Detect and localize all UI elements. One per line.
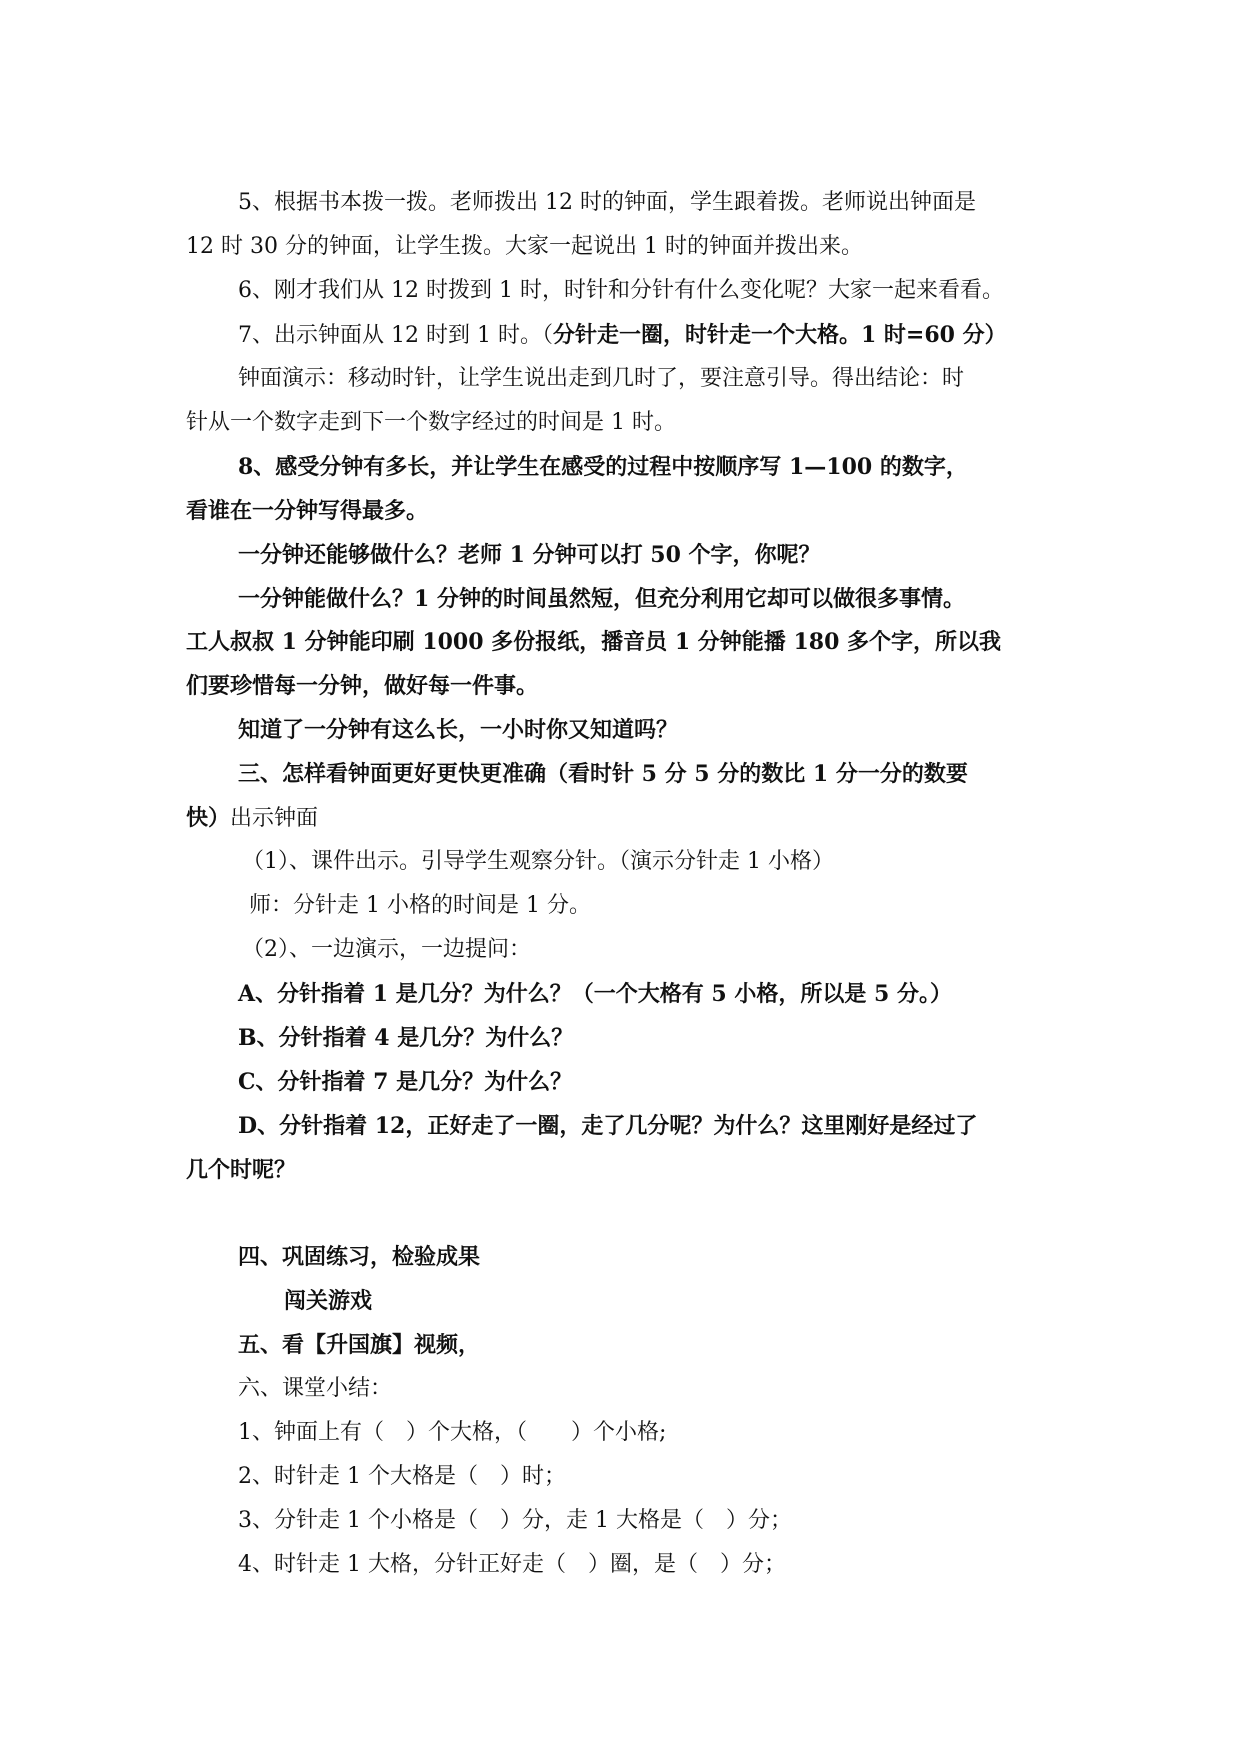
text-segment: C、分针指着 7 是几分？为什么？ [238, 1069, 573, 1095]
text-segment: 工人叔叔 1 分钟能印刷 1000 多份报纸，播音员 1 分钟能播 180 多个字，所以我 [186, 629, 1002, 655]
text-line [238, 1506, 792, 1536]
text-segment: 7、出示钟面从 12 时到 1 时。（ [238, 323, 553, 348]
text-segment: 快） [186, 805, 231, 831]
text-line [238, 540, 821, 570]
text-segment: 5、根据书本拨一拨。老师拨出 12 时的钟面，学生跟着拨。老师说出钟面是 [238, 190, 976, 215]
text-segment: 知道了一分钟有这么长，一小时你又知道吗？ [238, 717, 679, 743]
text-segment: 12 时 30 分的钟面，让学生拨。大家一起说出 1 时的钟面并拨出来。 [186, 234, 863, 259]
text-line [249, 891, 591, 921]
text-segment: 8、感受分钟有多长，并让学生在感受的过程中按顺序写 1—100 的数字， [238, 454, 968, 480]
text-line [238, 1067, 572, 1097]
text-segment: 看谁在一分钟写得最多。 [186, 498, 429, 524]
text-segment: 闯关游戏 [284, 1288, 373, 1314]
text-segment: 一分钟能做什么？1 分钟的时间虽然短，但充分利用它却可以做很多事情。 [238, 586, 965, 612]
text-segment: 4、时针走 1 大格，分针正好走（ ）圈，是（ ）分； [238, 1552, 786, 1577]
text-line [238, 1242, 480, 1272]
text-line [238, 584, 965, 614]
text-segment: 三、怎样看钟面更好更快更准确（看时针 5 分 5 分的数比 1 分一分的数要 [238, 761, 968, 787]
text-line [238, 1330, 480, 1360]
text-line [238, 1462, 566, 1492]
text-line [238, 452, 968, 482]
text-segment: 分针走一圈，时针走一个大格。1 时=60 分） [552, 322, 1007, 348]
text-line [238, 188, 976, 218]
text-segment: 钟面演示：移动时针，让学生说出走到几时了，要注意引导。得出结论：时 [238, 366, 965, 391]
text-segment: 们要珍惜每一分钟，做好每一件事。 [186, 673, 539, 699]
text-line [186, 496, 428, 526]
text-line [238, 276, 1004, 306]
text-segment: 五、看【升国旗】视频， [238, 1332, 481, 1358]
text-segment: A、分针指着 1 是几分？为什么？（一个大格有 5 小格，所以是 5 分。） [238, 981, 952, 1007]
text-segment: 3、分针走 1 个小格是（ ）分，走 1 大格是（ ）分； [238, 1508, 792, 1533]
text-segment: B、分针指着 4 是几分？为什么？ [238, 1025, 574, 1051]
text-segment: （1）、课件出示。引导学生观察分针。（演示分针走 1 小格） [242, 849, 834, 874]
text-segment: 一分钟还能够做什么？老师 1 分钟可以打 50 个字，你呢？ [238, 542, 821, 568]
text-line [238, 1111, 977, 1141]
text-line [238, 1550, 786, 1580]
text-segment: 针从一个数字走到下一个数字经过的时间是 1 时。 [186, 410, 676, 435]
text-line [238, 364, 964, 394]
text-segment: 师：分针走 1 小格的时间是 1 分。 [249, 893, 591, 918]
text-segment: 出示钟面 [230, 806, 319, 831]
text-segment: 几个时呢？ [186, 1157, 297, 1183]
text-segment: 1、钟面上有（ ）个大格，（ ）个小格; [238, 1420, 667, 1445]
text-line [242, 847, 834, 877]
text-line [242, 935, 531, 965]
text-segment: 2、时针走 1 个大格是（ ）时； [238, 1464, 566, 1489]
text-line [186, 627, 1001, 657]
text-line [186, 232, 863, 262]
text-line [186, 1155, 296, 1185]
text-line [186, 671, 538, 701]
text-line [284, 1286, 372, 1316]
text-segment: 四、巩固练习，检验成果 [238, 1244, 481, 1270]
text-line [186, 803, 318, 833]
text-line [238, 979, 952, 1009]
text-segment: 6、刚才我们从 12 时拨到 1 时，时针和分针有什么变化呢？大家一起来看看。 [238, 278, 1004, 303]
text-segment: 六、课堂小结： [238, 1376, 393, 1401]
text-segment: D、分针指着 12，正好走了一圈，走了几分呢？为什么？这里刚好是经过了 [238, 1113, 978, 1139]
text-line [238, 320, 1007, 350]
text-line [238, 759, 968, 789]
text-line [238, 1374, 392, 1404]
text-segment: （2）、一边演示，一边提问： [242, 937, 531, 962]
text-line [238, 715, 678, 745]
text-line [238, 1418, 666, 1448]
text-line [238, 1023, 573, 1053]
text-line [186, 408, 676, 438]
